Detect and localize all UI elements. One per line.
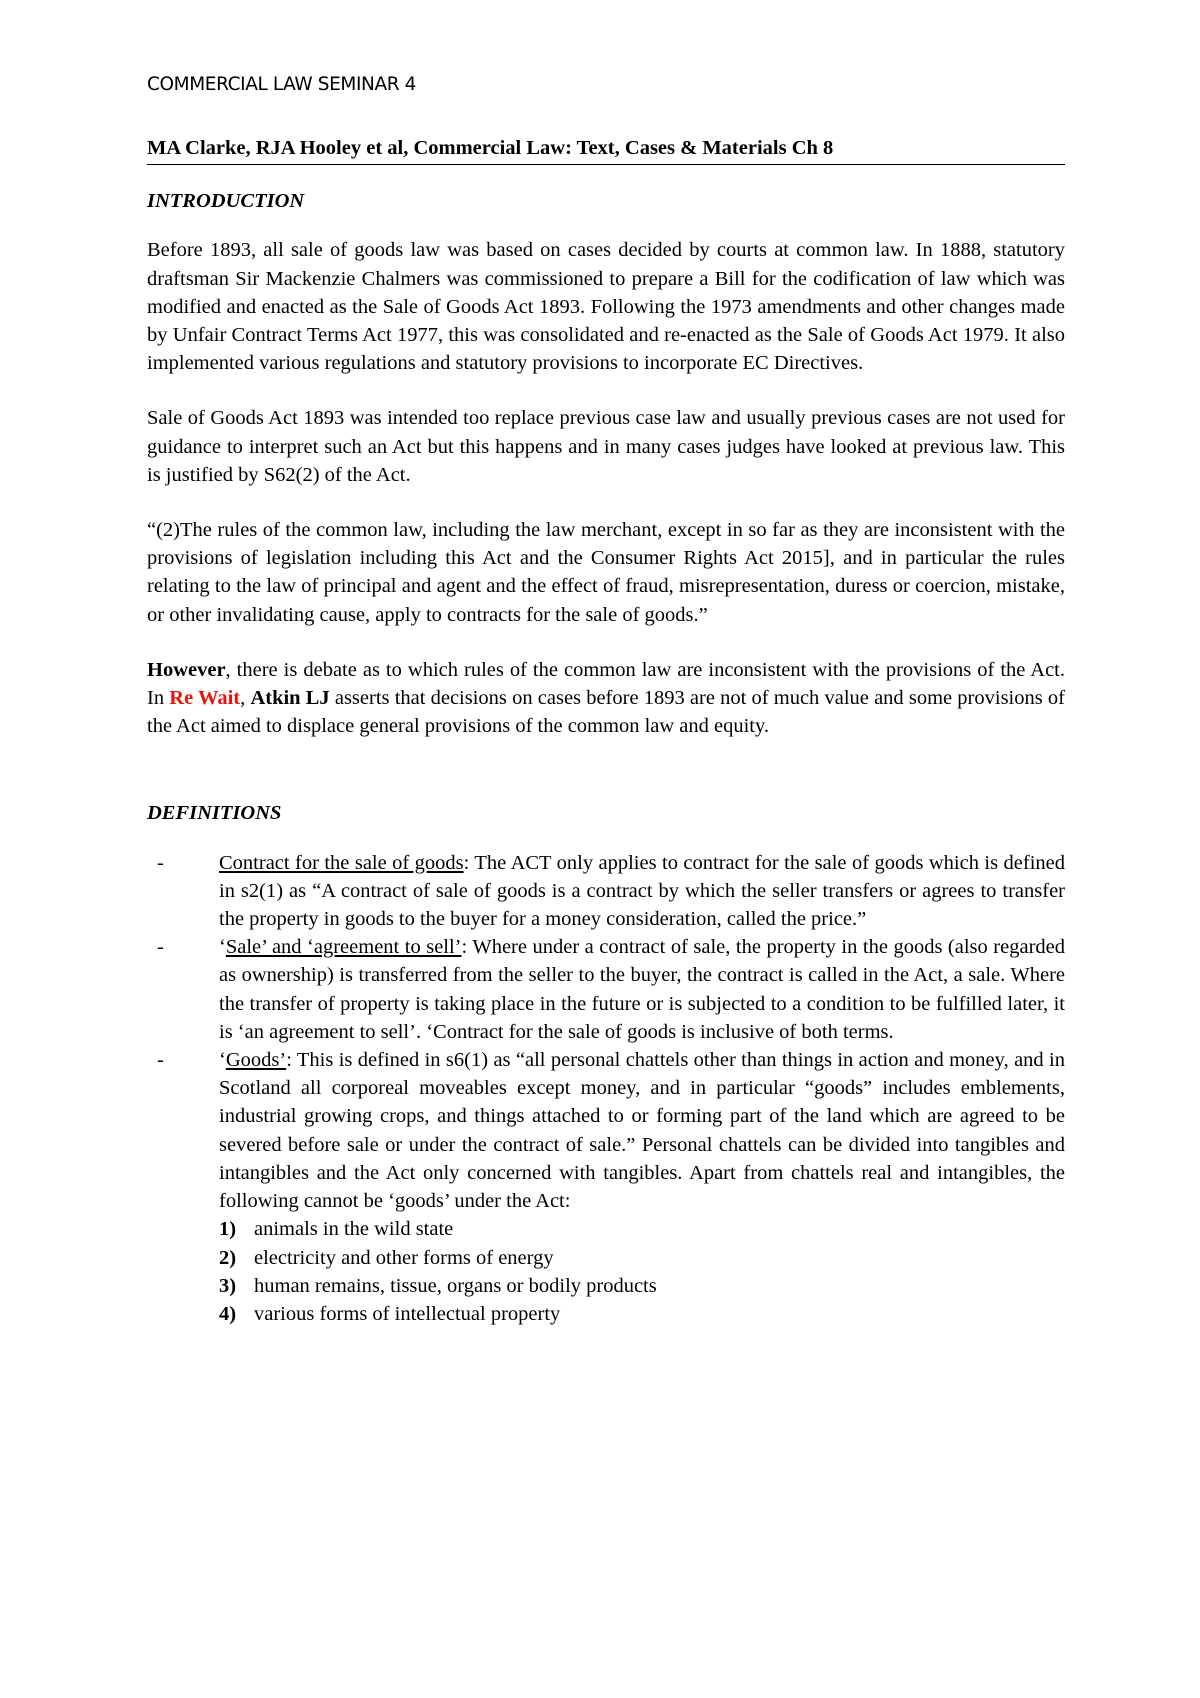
list-number: 4) xyxy=(219,1302,237,1325)
definition-term: Goods’ xyxy=(225,1049,287,1072)
however-lead: However xyxy=(147,658,226,681)
document-page xyxy=(147,72,1065,1328)
definition-term: Contract for the sale of goods xyxy=(219,851,464,874)
list-number: 3) xyxy=(219,1274,237,1297)
reference-line: MA Clarke, RJA Hooley et al, Commercial Law: Text, Cases & Materials Ch 8 xyxy=(147,134,1065,165)
list-item-text: animals in the wild state xyxy=(254,1218,454,1241)
list-item xyxy=(219,1300,1065,1328)
definition-item-contract xyxy=(147,849,1065,934)
intro-paragraph-4 xyxy=(147,656,1065,741)
p4-text-2: , xyxy=(240,687,251,710)
definition-text: : The ACT only applies to contract for the sale of goods which is defined in s2(1) as “A contract of sale of goods is a contract by which the seller transfers or agrees to transfer the property in goods to the buyer for a money consideration, called the price.” xyxy=(219,851,1065,931)
judge-name: Atkin LJ xyxy=(250,687,330,710)
definition-text: : This is defined in s6(1) as “all personal chattels other than things in action and money, and in Scotland all corporeal moveables except money, and in particular “goods” includes emblements, industrial growing crops, and things attached to or forming part of the land which are agreed to be severed before sale or under the contract of sale.” Personal chattels can be divided into tangibles and intangibles and the Act only concerned with tangibles. Apart from chattels real and intangibles, the following cannot be ‘goods’ under the Act: xyxy=(219,1049,1065,1213)
list-number: 1) xyxy=(219,1218,237,1241)
definition-open-quote: ‘ xyxy=(219,1049,226,1072)
intro-paragraph-2: Sale of Goods Act 1893 was intended too replace previous case law and usually previous cases are not used for guidance to interpret such an Act but this happens and in many cases judges have looked at previous law. This is justified by S62(2) of the Act. xyxy=(147,407,1065,486)
list-item xyxy=(219,1272,1065,1300)
definition-term: Sale’ and ‘agreement to sell’ xyxy=(225,936,462,959)
dash-bullet: - xyxy=(157,851,164,874)
dash-bullet: - xyxy=(157,936,164,959)
list-item-text: various forms of intellectual property xyxy=(254,1302,561,1325)
p4-text-3: asserts that decisions on cases before 1893 are not of much value and some provisions of the Act aimed to displace general provisions of the common law and equity. xyxy=(147,687,1065,738)
definition-text: : Where under a contract of sale, the property in the goods (also regarded as ownership) is transferred from the seller to the buyer, the contract is called in the Act, a sale. Where the transfer of property is taking place in the future or is subjected to a condition to be fulfilled later, it is ‘an agreement to sell’. ‘Contract for the sale of goods is inclusive of both terms. xyxy=(219,936,1065,1043)
document-title: COMMERCIAL LAW SEMINAR 4 xyxy=(147,74,417,95)
introduction-heading: INTRODUCTION xyxy=(147,190,305,213)
definitions-list xyxy=(147,849,1065,1328)
definition-item-goods xyxy=(147,1046,1065,1328)
definition-open-quote: ‘ xyxy=(219,936,226,959)
case-name-re-wait: Re Wait xyxy=(169,687,241,710)
dash-bullet: - xyxy=(157,1049,164,1072)
list-number: 2) xyxy=(219,1246,237,1269)
p4-text-1: , there is debate as to which rules of the common law are inconsistent with the provisions of the Act. In xyxy=(147,658,1065,710)
list-item xyxy=(219,1244,1065,1272)
list-item-text: electricity and other forms of energy xyxy=(254,1246,554,1269)
statute-quote: “(2)The rules of the common law, including the law merchant, except in so far as they are inconsistent with the provisions of legislation including this Act and the Consumer Rights Act 2015], and in particular the rules relating to the law of principal and agent and the effect of fraud, misrepresentation, duress or coercion, mistake, or other invalidating cause, apply to contracts for the sale of goods.” xyxy=(147,519,1065,626)
excluded-goods-list xyxy=(219,1215,1065,1328)
list-item-text: human remains, tissue, organs or bodily products xyxy=(254,1274,657,1297)
definitions-heading: DEFINITIONS xyxy=(147,802,282,825)
definition-item-sale xyxy=(147,933,1065,1046)
list-item xyxy=(219,1215,1065,1243)
intro-paragraph-1: Before 1893, all sale of goods law was based on cases decided by courts at common law. In 1888, statutory draftsman Sir Mackenzie Chalmers was commissioned to prepare a Bill for the codification of law which was modified and enacted as the Sale of Goods Act 1893. Following the 1973 amendments and other changes made by Unfair Contract Terms Act 1977, this was consolidated and re-enacted as the Sale of Goods Act 1979. It also implemented various regulations and statutory provisions to incorporate EC Directives. xyxy=(147,239,1065,375)
